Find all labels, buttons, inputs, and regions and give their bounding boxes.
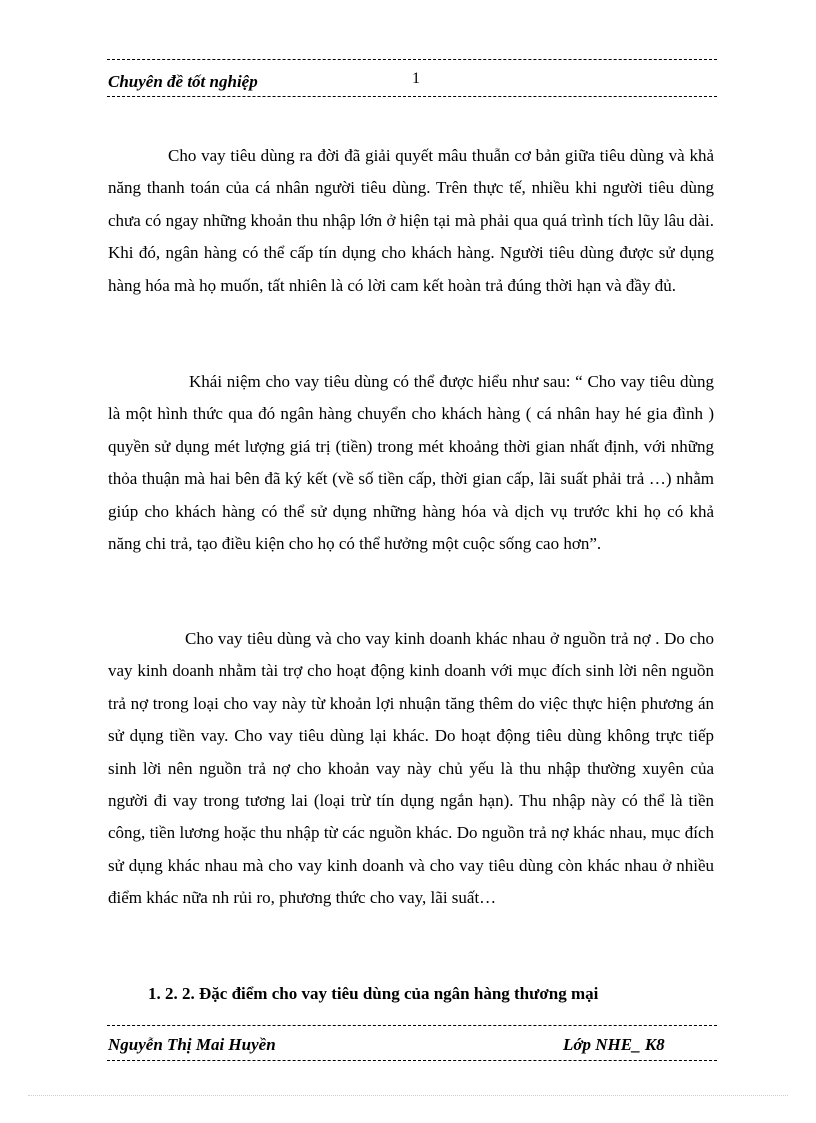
footer-top-rule <box>107 1025 717 1026</box>
paragraph-1: Cho vay tiêu dùng ra đời đã giải quyết mâu thuẫn cơ bản giữa tiêu dùng và khả năng thanh toán của cá nhân người tiêu dùng. Trên thực tế, nhiều khi người tiêu dùng chưa có ngay những khoản thu nhập lớn ở hiện tại mà phải qua quá trình tích lũy lâu dài. Khi đó, ngân hàng có thể cấp tín dụng cho khách hàng. Người tiêu dùng được sử dụng hàng hóa mà họ muốn, tất nhiên là có lời cam kết hoàn trả đúng thời hạn và đầy đủ. <box>108 146 714 295</box>
paragraph-2: Khái niệm cho vay tiêu dùng có thể được hiểu như sau: “ Cho vay tiêu dùng là một hình thức qua đó ngân hàng chuyển cho khách hàng ( cá nhân hay hé gia đình ) quyền sử dụng mét lượng giá trị (tiền) trong mét khoảng thời gian nhất định, với những thỏa thuận mà hai bên đã ký kết (về số tiền cấp, thời gian cấp, lãi suất phải trả …) nhằm giúp cho khách hàng có thể sử dụng những hàng hóa và dịch vụ trước khi họ có khả năng chi trả, tạo điều kiện cho họ có thể hưởng một cuộc sống cao hơn”. <box>108 372 714 554</box>
footer-author: Nguyễn Thị Mai Huyền <box>108 1035 276 1054</box>
page-number: 1 <box>412 70 420 87</box>
header-top-rule <box>107 59 717 60</box>
header-title: Chuyên đề tốt nghiệp <box>108 72 258 91</box>
footer-class: Lớp NHE_ K8 <box>563 1035 665 1054</box>
header-bottom-rule <box>107 96 717 97</box>
paragraph-3: Cho vay tiêu dùng và cho vay kinh doanh khác nhau ở nguồn trả nợ . Do cho vay kinh doanh nhằm tài trợ cho hoạt động kinh doanh với mục đích sinh lời nên nguồn trả nợ trong loại cho vay này từ khoản lợi nhuận tăng thêm do việc thực hiện phương án sử dụng tiền vay. Cho vay tiêu dùng lại khác. Do hoạt động tiêu dùng không trực tiếp sinh lời nên nguồn trả nợ cho khoản vay này chủ yếu là thu nhập thường xuyên của người đi vay trong tương lai (loại trừ tín dụng ngắn hạn). Thu nhập này có thể là tiền công, tiền lương hoặc thu nhập từ các nguồn khác. Do nguồn trả nợ khác nhau, mục đích sử dụng khác nhau mà cho vay kinh doanh và cho vay tiêu dùng còn khác nhau ở nhiều điểm khác nữa nh rủi ro, phương thức cho vay, lãi suất… <box>108 629 714 908</box>
footer-bottom-rule <box>107 1060 717 1061</box>
section-heading: 1. 2. 2. Đặc điểm cho vay tiêu dùng của ngân hàng thương mại <box>148 984 599 1003</box>
page-bottom-divider <box>28 1095 788 1096</box>
